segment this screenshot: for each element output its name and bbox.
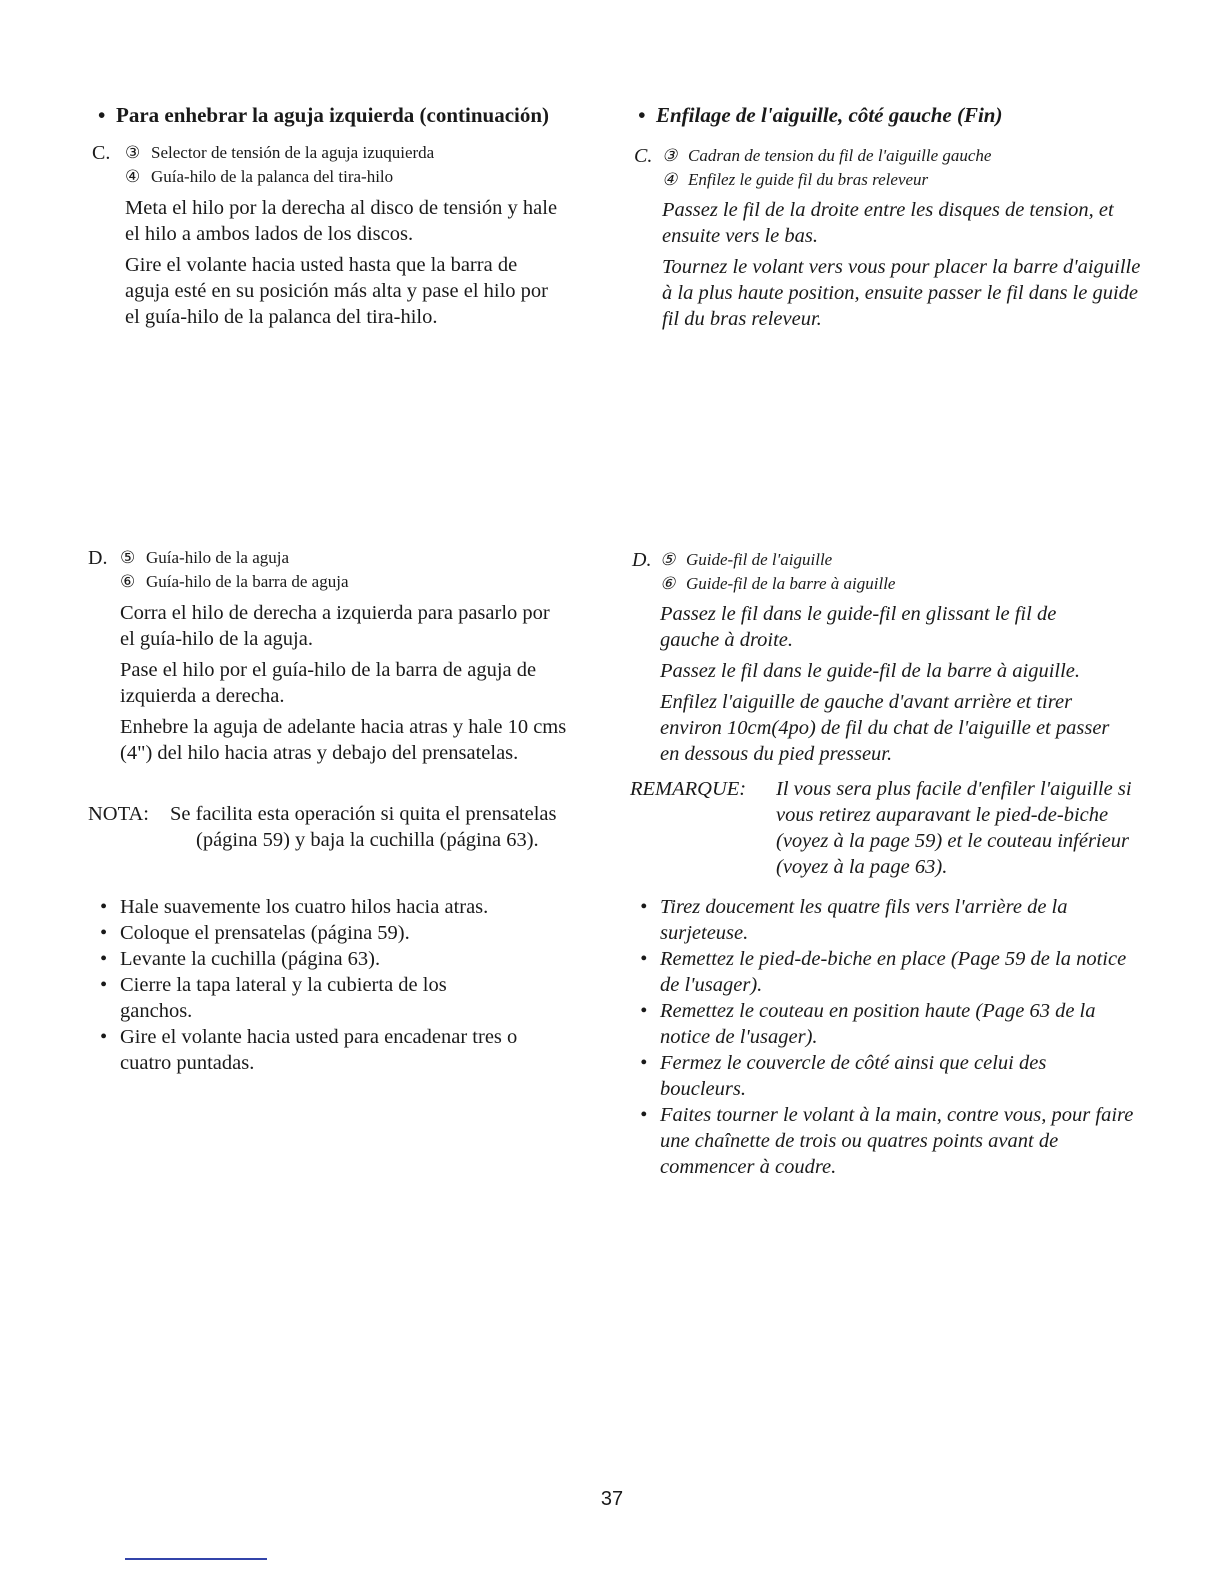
instruction-paragraph: Corra el hilo de derecha a izquierda para pasarlo por el guía-hilo de la aguja. [120,602,550,650]
spanish-bullet-list [96,894,576,1076]
instruction-paragraph: Passez le fil de la droite entre les disques de tension, et ensuite vers le bas. [662,199,1114,247]
instruction-paragraph: Enhebre la aguja de adelante hacia atras y hale 10 cms (4") del hilo hacia atras y debajo del prensatelas. [120,716,567,764]
circled-5-icon: ⑤ [120,548,136,567]
instruction-paragraph: Passez le fil dans le guide-fil de la barre à aiguille. [660,660,1081,682]
spanish-step-d [88,546,588,766]
instruction-paragraph: Tournez le volant vers vous pour placer la barre d'aiguille à la plus haute position, ensuite passer le fil dans le guide fil du bras releveur. [662,256,1141,330]
french-bullet-list [636,894,1146,1180]
instruction-paragraph: Meta el hilo por la derecha al disco de tensión y hale el hilo a ambos lados de los discos. [125,197,558,245]
legend-item-4: ④ Enfilez le guide fil du bras releveur [662,168,1154,192]
list-item: • Remettez le couteau en position haute (Page 63 de la notice de l'usager). [636,998,1145,1050]
title-bullet-icon: • [98,103,106,127]
legend-item-5: ⑤ Guide-fil de l'aiguille [660,548,1152,572]
legend-item-6: ⑥ Guía-hilo de la barra de aguja [120,570,588,594]
legend-item-5: ⑤ Guía-hilo de la aguja [120,546,588,570]
legend-item-6: ⑥ Guide-fil de la barre à aiguille [660,572,1152,596]
note-label: NOTA: [88,803,149,825]
instruction-paragraph: Enfilez l'aiguille de gauche d'avant arrière et tirer environ 10cm(4po) de fil du chat de l'aiguille et passer en dessous du pied presseur. [660,691,1110,765]
french-step-c [634,144,1154,332]
note-text: Se facilita esta operación si quita el prensatelas (página 59) y baja la cuchilla (página 63). [170,803,557,851]
step-letter: D. [88,547,108,569]
circled-6-icon: ⑥ [660,574,676,593]
step-letter: C. [92,142,111,164]
list-item: • Coloque el prensatelas (página 59). [96,920,576,946]
step-letter: D. [632,549,652,571]
circled-4-icon: ④ [662,170,678,189]
note-text: Il vous sera plus facile d'enfiler l'aiguille si vous retirez auparavant le pied-de-biche (voyez à la page 59) et le couteau inférieur (voyez à la page 63). [776,778,1132,878]
circled-3-icon: ③ [125,143,141,162]
circled-4-icon: ④ [125,167,141,186]
french-section-title: • Enfilage de l'aiguille, côté gauche (Fin) [638,103,1003,127]
instruction-paragraph: Pase el hilo por el guía-hilo de la barra de aguja de izquierda a derecha. [120,659,537,707]
spanish-note [88,801,558,853]
spanish-section-title: • Para enhebrar la aguja izquierda (continuación) [98,103,550,127]
note-label: REMARQUE: [630,778,747,800]
list-item: • Levante la cuchilla (página 63). [96,946,576,972]
circled-5-icon: ⑤ [660,550,676,569]
circled-6-icon: ⑥ [120,572,136,591]
list-item: • Cierre la tapa lateral y la cubierta de los ganchos. [96,972,500,1024]
french-note [630,776,1150,880]
step-letter: C. [634,145,653,167]
list-item: • Faites tourner le volant à la main, contre vous, pour faire une chaînette de trois ou quatres points avant de commencer à coudre. [636,1102,1140,1180]
circled-3-icon: ③ [662,146,678,165]
legend-item-4: ④ Guía-hilo de la palanca del tira-hilo [125,165,572,189]
title-bullet-icon: • [638,103,646,127]
page-number: 37 [600,1488,624,1510]
legend-item-3: ③ Cadran de tension du fil de l'aiguille gauche [662,144,1154,168]
spanish-step-c [92,141,572,330]
footer-rule [125,1558,267,1560]
french-step-d [632,548,1152,767]
list-item: • Fermez le couvercle de côté ainsi que celui des boucleurs. [636,1050,1100,1102]
legend-item-3: ③ Selector de tensión de la aguja izuquierda [125,141,572,165]
list-item: • Remettez le pied-de-biche en place (Page 59 de la notice de l'usager). [636,946,1130,998]
instruction-paragraph: Passez le fil dans le guide-fil en glissant le fil de gauche à droite. [660,603,1057,651]
instruction-paragraph: Gire el volante hacia usted hasta que la barra de aguja esté en su posición más alta y pase el hilo por el guía-hilo de la palanca del tira-hilo. [125,254,548,328]
list-item: • Hale suavemente los cuatro hilos hacia atras. [96,894,576,920]
list-item: • Gire el volante hacia usted para encadenar tres o cuatro puntadas. [96,1024,550,1076]
list-item: • Tirez doucement les quatre fils vers l'arrière de la surjeteuse. [636,894,1120,946]
